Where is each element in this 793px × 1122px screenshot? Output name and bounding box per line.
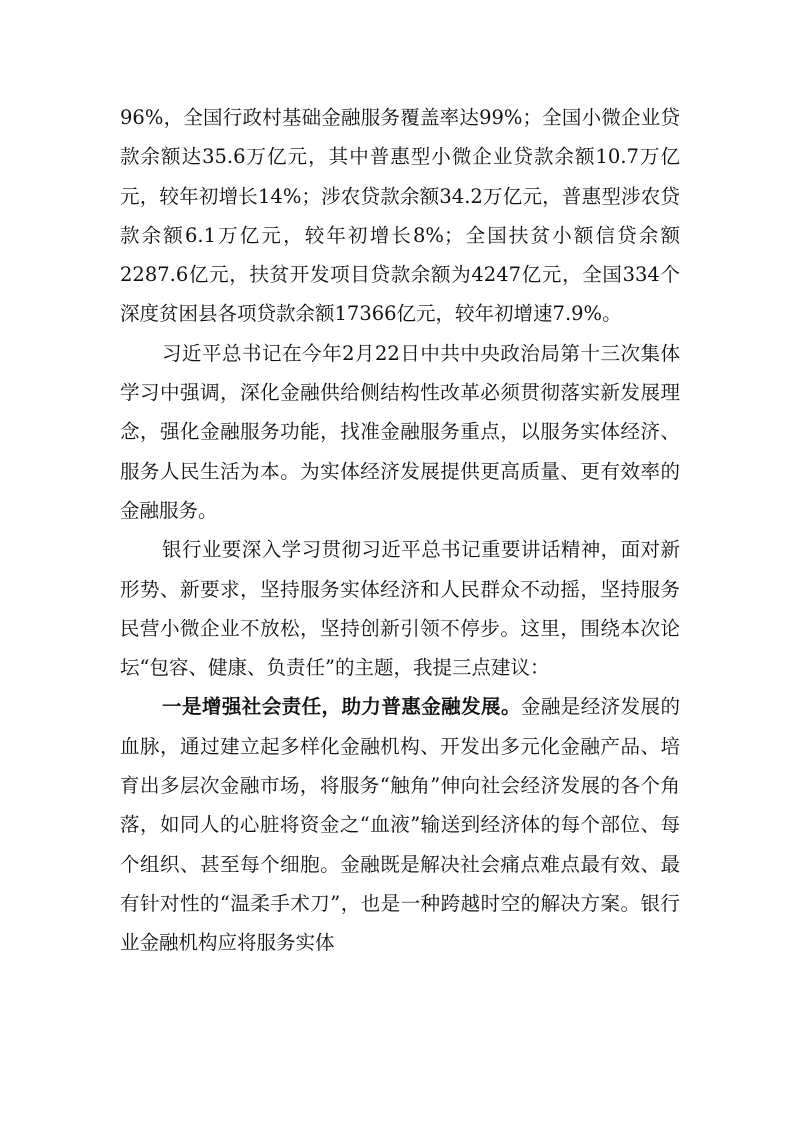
paragraph-statistics: 96%，全国行政村基础金融服务覆盖率达99%；全国小微企业贷款余额达35.6万亿元，其中普惠型小微企业贷款余额10.7万亿元，较年初增长14%；涉农贷款余额34.2万亿元，普惠型涉农贷款余额6.1万亿元，较年初增长8%；全国扶贫小额信贷余额2287.6亿元，扶贫开发项目贷款余额为4247亿元，全国334个深度贫困县各项贷款余额17366亿元，较年初增速7.9%。: [120, 106, 680, 326]
paragraph-lead-heading: 一是增强社会责任，助力普惠金融发展。: [162, 695, 521, 719]
paragraph-social-responsibility: [120, 687, 680, 962]
body-text: [120, 98, 680, 963]
paragraph-xi-speech: 习近平总书记在今年2月22日中共中央政治局第十三次集体学习中强调，深化金融供给侧结构性改革必须贯彻落实新发展理念，强化金融服务功能，找准金融服务重点，以服务实体经济、服务人民生活为本。为实体经济发展提供更高质量、更有效率的金融服务。: [120, 341, 680, 522]
paragraph-banking-industry: 银行业要深入学习贯彻习近平总书记重要讲话精神，面对新形势、新要求，坚持服务实体经济和人民群众不动摇，坚持服务民营小微企业不放松，坚持创新引领不停步。这里，围绕本次论坛“包容、健康、负责任”的主题，我提三点建议：: [120, 538, 680, 680]
paragraph-body: 金融是经济发展的血脉，通过建立起多样化金融机构、开发出多元化金融产品、培育出多层次金融市场，将服务“触角”伸向社会经济发展的各个角落，如同人的心脏将资金之“血液”输送到经济体的每个部位、每个组织、甚至每个细胞。金融既是解决社会痛点难点最有效、最有针对性的“温柔手术刀”，也是一种跨越时空的解决方案。银行业金融机构应将服务实体: [120, 695, 680, 955]
